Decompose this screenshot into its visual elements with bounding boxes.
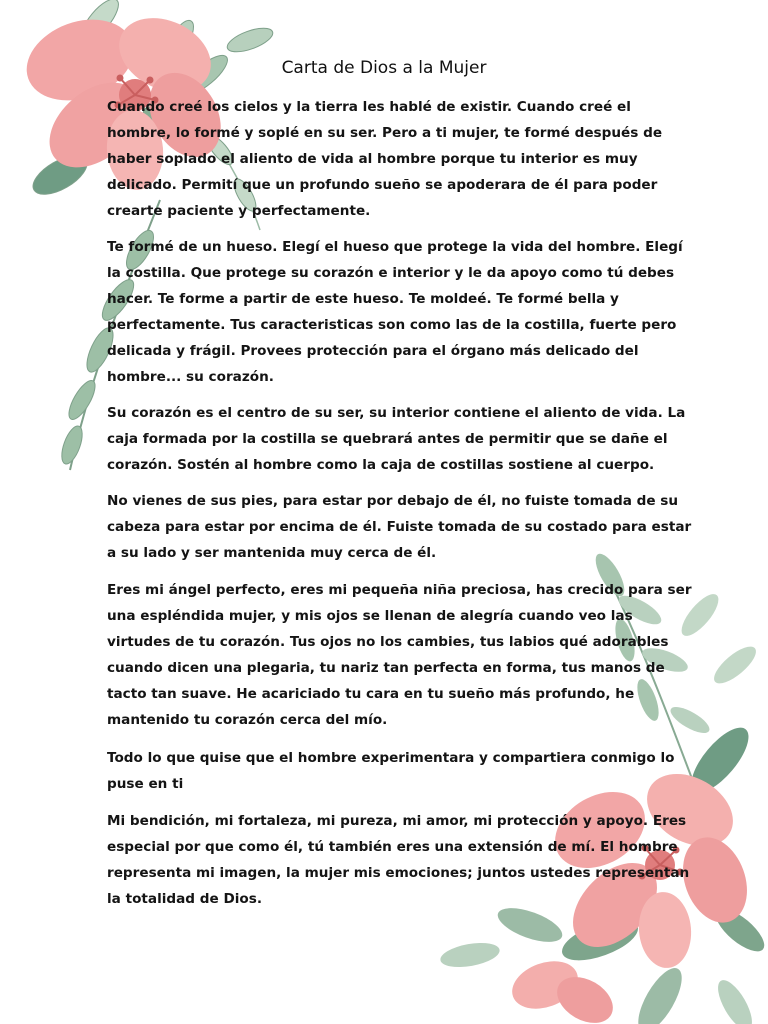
text-line: virtudes de tu corazón. Tus ojos no los cambies, tus labios qué adorables xyxy=(107,634,669,650)
document-title: Carta de Dios a la Mujer xyxy=(281,58,487,78)
text-line: crearte paciente y perfectamente. xyxy=(107,203,371,219)
paragraph-4 xyxy=(107,488,692,566)
paragraph-6 xyxy=(107,745,675,797)
text-line: delicada y frágil. Provees protección para el órgano más delicado del xyxy=(107,343,639,359)
text-line: perfectamente. Tus caracteristicas son como las de la costilla, fuerte pero xyxy=(107,317,677,333)
paragraph-1 xyxy=(107,94,667,224)
text-line: cuando dicen una plegaria, tu nariz tan perfecta en forma, tus manos de xyxy=(107,660,665,676)
text-line: delicado. Permití que un profundo sueño se apoderara de él para poder xyxy=(107,177,658,193)
text-line: representa mi imagen, la mujer mis emociones; juntos ustedes representan xyxy=(107,865,690,881)
text-line: a su lado y ser mantenida muy cerca de él. xyxy=(107,545,437,561)
text-line: Te formé de un hueso. Elegí el hueso que protege la vida del hombre. Elegí xyxy=(107,239,683,255)
text-line: haber soplado el aliento de vida al hombre porque tu interior es muy xyxy=(107,151,638,167)
text-line: mantenido tu corazón cerca del mío. xyxy=(107,712,388,728)
text-line: hombre... su corazón. xyxy=(107,369,274,385)
text-line: Mi bendición, mi fortaleza, mi pureza, mi amor, mi protección y apoyo. Eres xyxy=(107,813,687,829)
text-line: Todo lo que quise que el hombre experimentara y compartiera conmigo lo xyxy=(107,750,675,766)
text-line: hombre, lo formé y soplé en su ser. Pero a ti mujer, te formé después de xyxy=(107,125,663,141)
text-line: puse en ti xyxy=(107,776,184,792)
paragraph-5 xyxy=(107,577,692,733)
text-line: hacer. Te forme a partir de este hueso. Te moldeé. Te formé bella y xyxy=(107,291,619,307)
text-line: una espléndida mujer, y mis ojos se llenan de alegría cuando veo las xyxy=(107,608,633,624)
text-line: la costilla. Que protege su corazón e interior y le da apoyo como tú debes xyxy=(107,265,675,281)
text-line: caja formada por la costilla se quebrará antes de permitir que se dañe el xyxy=(107,431,668,447)
text-line: Su corazón es el centro de su ser, su interior contiene el aliento de vida. La xyxy=(107,405,686,421)
text-line: No vienes de sus pies, para estar por debajo de él, no fuiste tomada de su xyxy=(107,493,679,509)
text-line: cabeza para estar por encima de él. Fuiste tomada de su costado para estar xyxy=(107,519,692,535)
paragraph-2 xyxy=(107,234,683,390)
paragraph-7 xyxy=(107,808,690,912)
text-line: tacto tan suave. He acariciado tu cara en tu sueño más profundo, he xyxy=(107,686,635,702)
text-line: especial por que como él, tú también eres una extensión de mí. El hombre xyxy=(107,839,678,855)
text-line: corazón. Sostén al hombre como la caja de costillas sostiene al cuerpo. xyxy=(107,457,655,473)
text-line: Cuando creé los cielos y la tierra les hablé de existir. Cuando creé el xyxy=(107,99,631,115)
paragraph-3 xyxy=(107,400,686,478)
text-line: Eres mi ángel perfecto, eres mi pequeña niña preciosa, has crecido para ser xyxy=(107,582,692,598)
text-line: la totalidad de Dios. xyxy=(107,891,262,907)
